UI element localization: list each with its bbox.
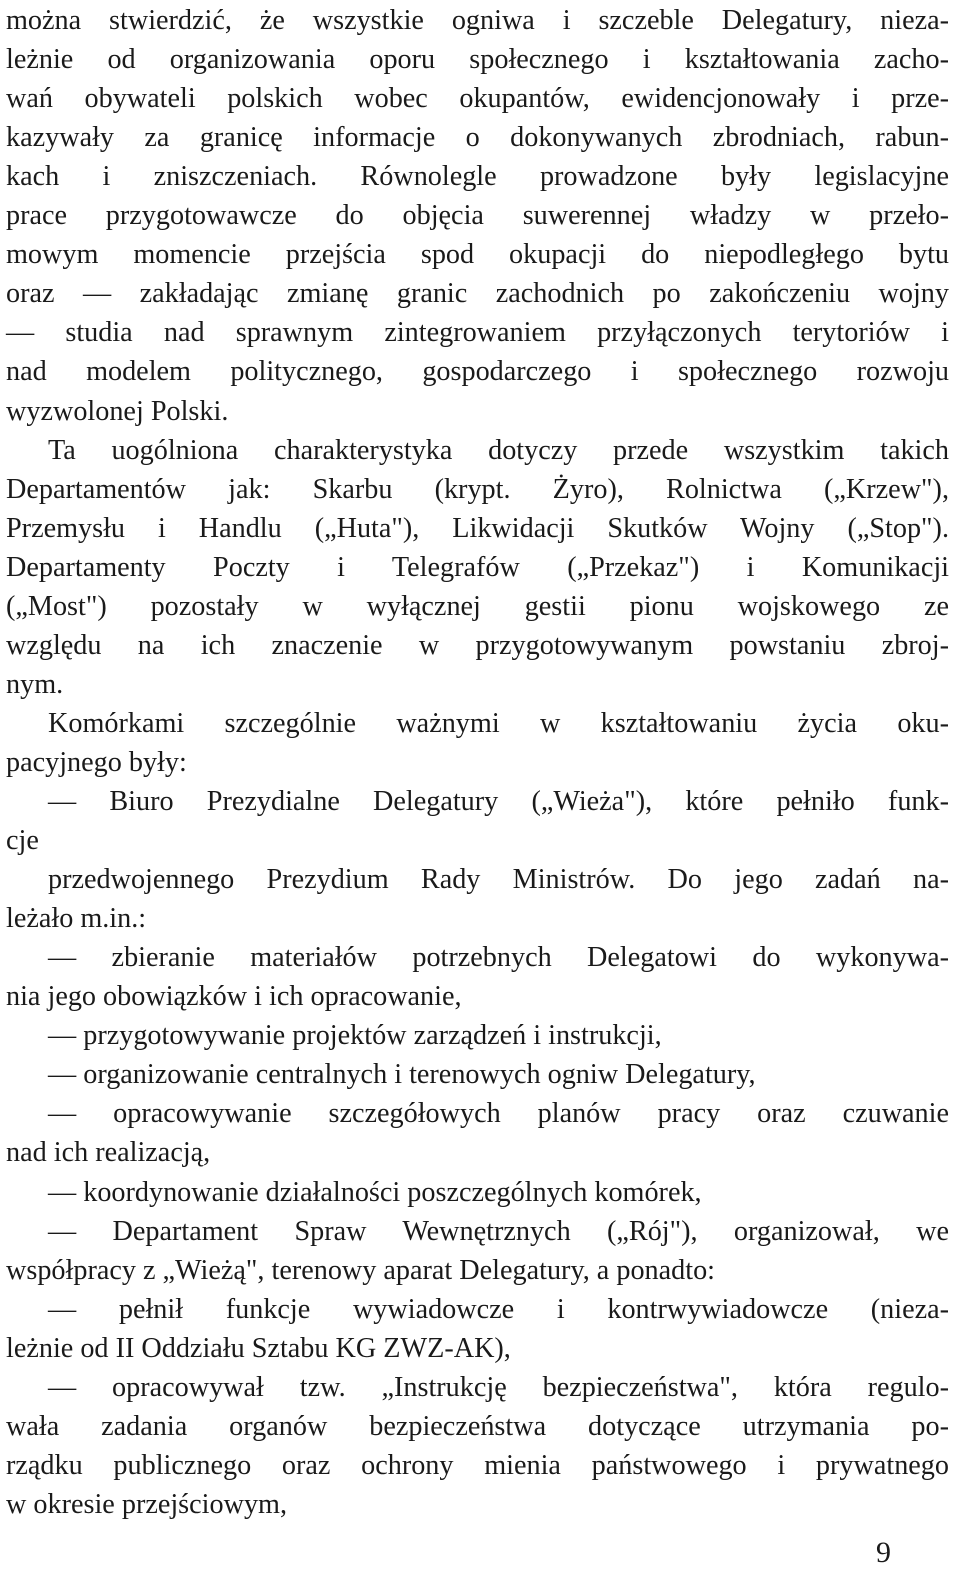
text-line: względu na ich znaczenie w przygotowywanym powstaniu zbroj- xyxy=(6,629,949,661)
text-line: cje xyxy=(6,825,39,857)
text-line: Departamenty Poczty i Telegrafów („Przekaz") i Komunikacji xyxy=(6,551,949,583)
text-line: — Departament Spraw Wewnętrznych („Rój"), organizował, we xyxy=(48,1215,949,1247)
text-line: kazywały za granicę informacje o dokonywanych zbrodniach, rabun- xyxy=(6,122,949,154)
text-line: oraz — zakładając zmianę granic zachodnich po zakończeniu wojny xyxy=(6,278,949,310)
text-line: nad modelem politycznego, gospodarczego i społecznego rozwoju xyxy=(6,356,949,388)
text-line: — opracowywał tzw. „Instrukcję bezpieczeństwa", która regulo- xyxy=(48,1371,949,1403)
text-line: nym. xyxy=(6,668,64,700)
text-line: rządku publicznego oraz ochrony mienia państwowego i prywatnego xyxy=(6,1449,949,1481)
text-line: Komórkami szczególnie ważnymi w kształtowaniu życia oku- xyxy=(48,707,949,739)
text-line: wała zadania organów bezpieczeństwa dotyczące utrzymania po- xyxy=(6,1410,949,1442)
text-line: nia jego obowiązków i ich opracowanie, xyxy=(6,981,462,1013)
text-line: leżnie od organizowania oporu społecznego i kształtowania zacho- xyxy=(6,44,949,76)
text-line: wyzwolonej Polski. xyxy=(6,395,229,427)
text-line: — koordynowanie działalności poszczególnych komórek, xyxy=(48,1176,702,1208)
text-line: Departamentów jak: Skarbu (krypt. Żyro), Rolnictwa („Krzew"), xyxy=(6,473,949,505)
text-line: — przygotowywanie projektów zarządzeń i instrukcji, xyxy=(48,1020,662,1052)
text-line: — zbieranie materiałów potrzebnych Delegatowi do wykonywa- xyxy=(48,942,949,974)
text-line: nad ich realizacją, xyxy=(6,1137,211,1169)
text-line: mowym momencie przejścia spod okupacji do niepodległego bytu xyxy=(6,239,949,271)
text-line: współpracy z „Wieżą", terenowy aparat Delegatury, a ponadto: xyxy=(6,1254,715,1286)
text-line: — organizowanie centralnych i terenowych ogniw Delegatury, xyxy=(48,1059,756,1091)
page-number: 9 xyxy=(876,1536,891,1569)
text-line: leżało m.in.: xyxy=(6,903,147,935)
text-line: w okresie przejściowym, xyxy=(6,1488,288,1520)
text-line: — Biuro Prezydialne Delegatury („Wieża"), które pełniło funk- xyxy=(48,786,949,817)
text-line: Przemysłu i Handlu („Huta"), Likwidacji Skutków Wojny („Stop"). xyxy=(6,512,949,544)
text-line: — pełnił funkcje wywiadowcze i kontrwywiadowcze (nieza- xyxy=(48,1293,949,1325)
text-line: kach i zniszczeniach. Równolegle prowadzone były legislacyjne xyxy=(6,161,949,193)
text-line: wań obywateli polskich wobec okupantów, ewidencjonowały i prze- xyxy=(6,83,949,115)
text-line: Ta uogólniona charakterystyka dotyczy przede wszystkim takich xyxy=(48,434,949,466)
text-line: przedwojennego Prezydium Rady Ministrów. Do jego zadań na- xyxy=(48,864,949,896)
text-line: pacyjnego były: xyxy=(6,746,187,778)
text-line: leżnie od II Oddziału Sztabu KG ZWZ-AK), xyxy=(6,1332,511,1364)
text-line: prace przygotowawcze do objęcia suwerennej władzy w przeło- xyxy=(6,200,949,232)
text-line: — opracowywanie szczegółowych planów pracy oraz czuwanie xyxy=(48,1098,949,1130)
text-line: można stwierdzić, że wszystkie ogniwa i szczeble Delegatury, nieza- xyxy=(6,5,949,36)
text-line: — studia nad sprawnym zintegrowaniem przyłączonych terytoriów i xyxy=(6,317,949,349)
text-line: („Most") pozostały w wyłącznej gestii pionu wojskowego ze xyxy=(6,590,949,622)
